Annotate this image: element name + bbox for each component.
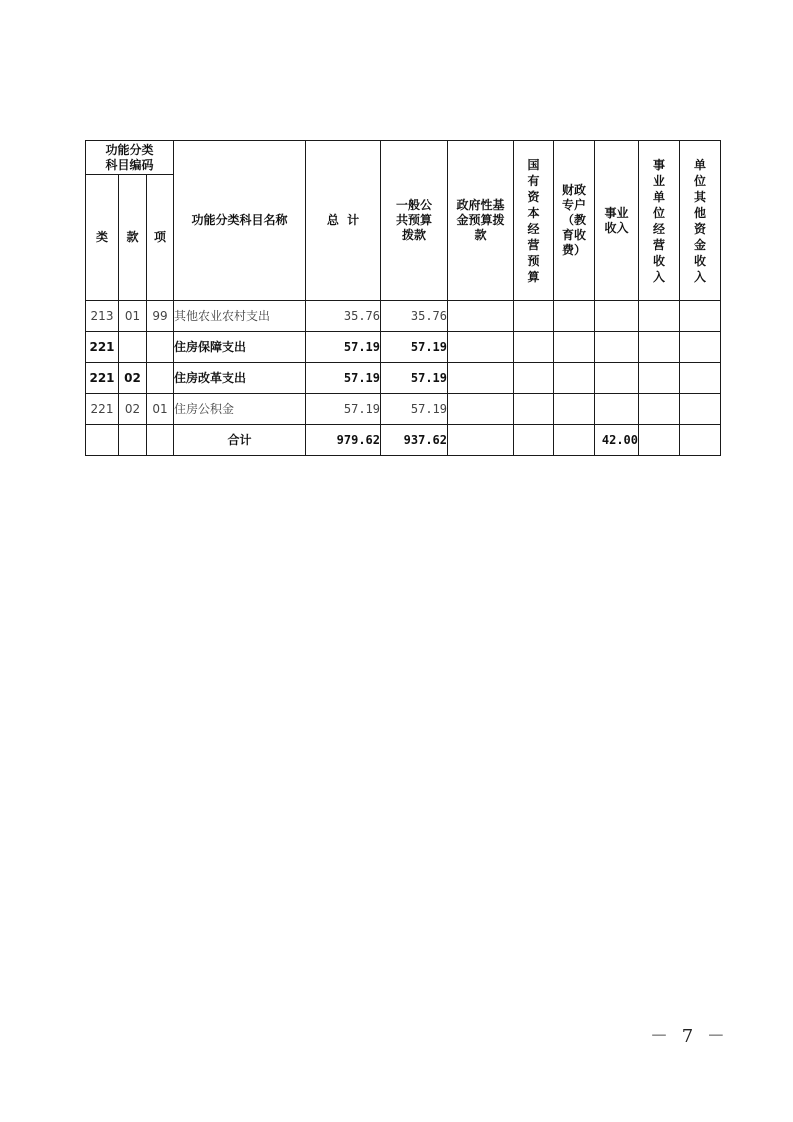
budget-table	[85, 140, 721, 456]
table-row	[86, 394, 721, 425]
cell-empty	[119, 425, 147, 456]
cell-name: 其他农业农村支出	[174, 301, 306, 332]
cell-empty	[514, 332, 554, 363]
cell-empty	[554, 363, 595, 394]
cell-empty	[680, 425, 721, 456]
cell-business	[595, 394, 639, 425]
total-business: 42.00	[595, 425, 639, 456]
cell-name: 住房保障支出	[174, 332, 306, 363]
cell-empty	[680, 332, 721, 363]
cell-empty	[680, 301, 721, 332]
header-kuan: 款	[119, 175, 147, 301]
cell-xiang	[147, 363, 174, 394]
cell-empty	[554, 425, 595, 456]
cell-empty	[448, 332, 514, 363]
page-number: － 7 －	[650, 1026, 729, 1047]
cell-lei: 221	[86, 363, 119, 394]
cell-empty	[554, 301, 595, 332]
total-row	[86, 425, 721, 456]
header-xiang: 项	[147, 175, 174, 301]
cell-total: 57.19	[306, 394, 381, 425]
cell-kuan: 01	[119, 301, 147, 332]
cell-empty	[514, 301, 554, 332]
cell-xiang	[147, 332, 174, 363]
cell-name: 住房公积金	[174, 394, 306, 425]
cell-kuan: 02	[119, 363, 147, 394]
header-business-income: 事业收入	[595, 141, 639, 301]
cell-general: 57.19	[381, 332, 448, 363]
cell-empty	[86, 425, 119, 456]
cell-empty	[448, 425, 514, 456]
header-business-unit-income: 事业单位经营收入	[639, 141, 680, 301]
header-state-capital: 国有资本经营预算	[514, 141, 554, 301]
cell-empty	[448, 301, 514, 332]
header-code-group: 功能分类科目编码	[86, 141, 174, 175]
cell-empty	[448, 394, 514, 425]
header-gov-fund: 政府性基金预算拨款	[448, 141, 514, 301]
table-row	[86, 332, 721, 363]
header-lei: 类	[86, 175, 119, 301]
cell-lei: 213	[86, 301, 119, 332]
cell-business	[595, 363, 639, 394]
cell-total: 57.19	[306, 363, 381, 394]
cell-empty	[639, 301, 680, 332]
header-other-income: 单位其他资金收入	[680, 141, 721, 301]
cell-empty	[147, 425, 174, 456]
cell-empty	[639, 425, 680, 456]
cell-total: 35.76	[306, 301, 381, 332]
table-row	[86, 301, 721, 332]
header-fiscal-special: 财政专户（教育收费）	[554, 141, 595, 301]
cell-general: 35.76	[381, 301, 448, 332]
cell-kuan	[119, 332, 147, 363]
cell-empty	[639, 363, 680, 394]
cell-business	[595, 301, 639, 332]
cell-name: 住房改革支出	[174, 363, 306, 394]
cell-xiang: 99	[147, 301, 174, 332]
cell-business	[595, 332, 639, 363]
total-general: 937.62	[381, 425, 448, 456]
cell-xiang: 01	[147, 394, 174, 425]
cell-empty	[448, 363, 514, 394]
cell-empty	[514, 394, 554, 425]
total-label: 合计	[174, 425, 306, 456]
cell-total: 57.19	[306, 332, 381, 363]
cell-empty	[514, 425, 554, 456]
cell-empty	[514, 363, 554, 394]
cell-lei: 221	[86, 332, 119, 363]
header-total: 总 计	[306, 141, 381, 301]
cell-lei: 221	[86, 394, 119, 425]
cell-empty	[554, 332, 595, 363]
cell-empty	[554, 394, 595, 425]
header-general-budget: 一般公共预算拨款	[381, 141, 448, 301]
cell-empty	[639, 394, 680, 425]
total-value: 979.62	[306, 425, 381, 456]
header-name: 功能分类科目名称	[174, 141, 306, 301]
cell-empty	[639, 332, 680, 363]
table-row	[86, 363, 721, 394]
cell-empty	[680, 394, 721, 425]
cell-general: 57.19	[381, 394, 448, 425]
cell-kuan: 02	[119, 394, 147, 425]
cell-empty	[680, 363, 721, 394]
cell-general: 57.19	[381, 363, 448, 394]
